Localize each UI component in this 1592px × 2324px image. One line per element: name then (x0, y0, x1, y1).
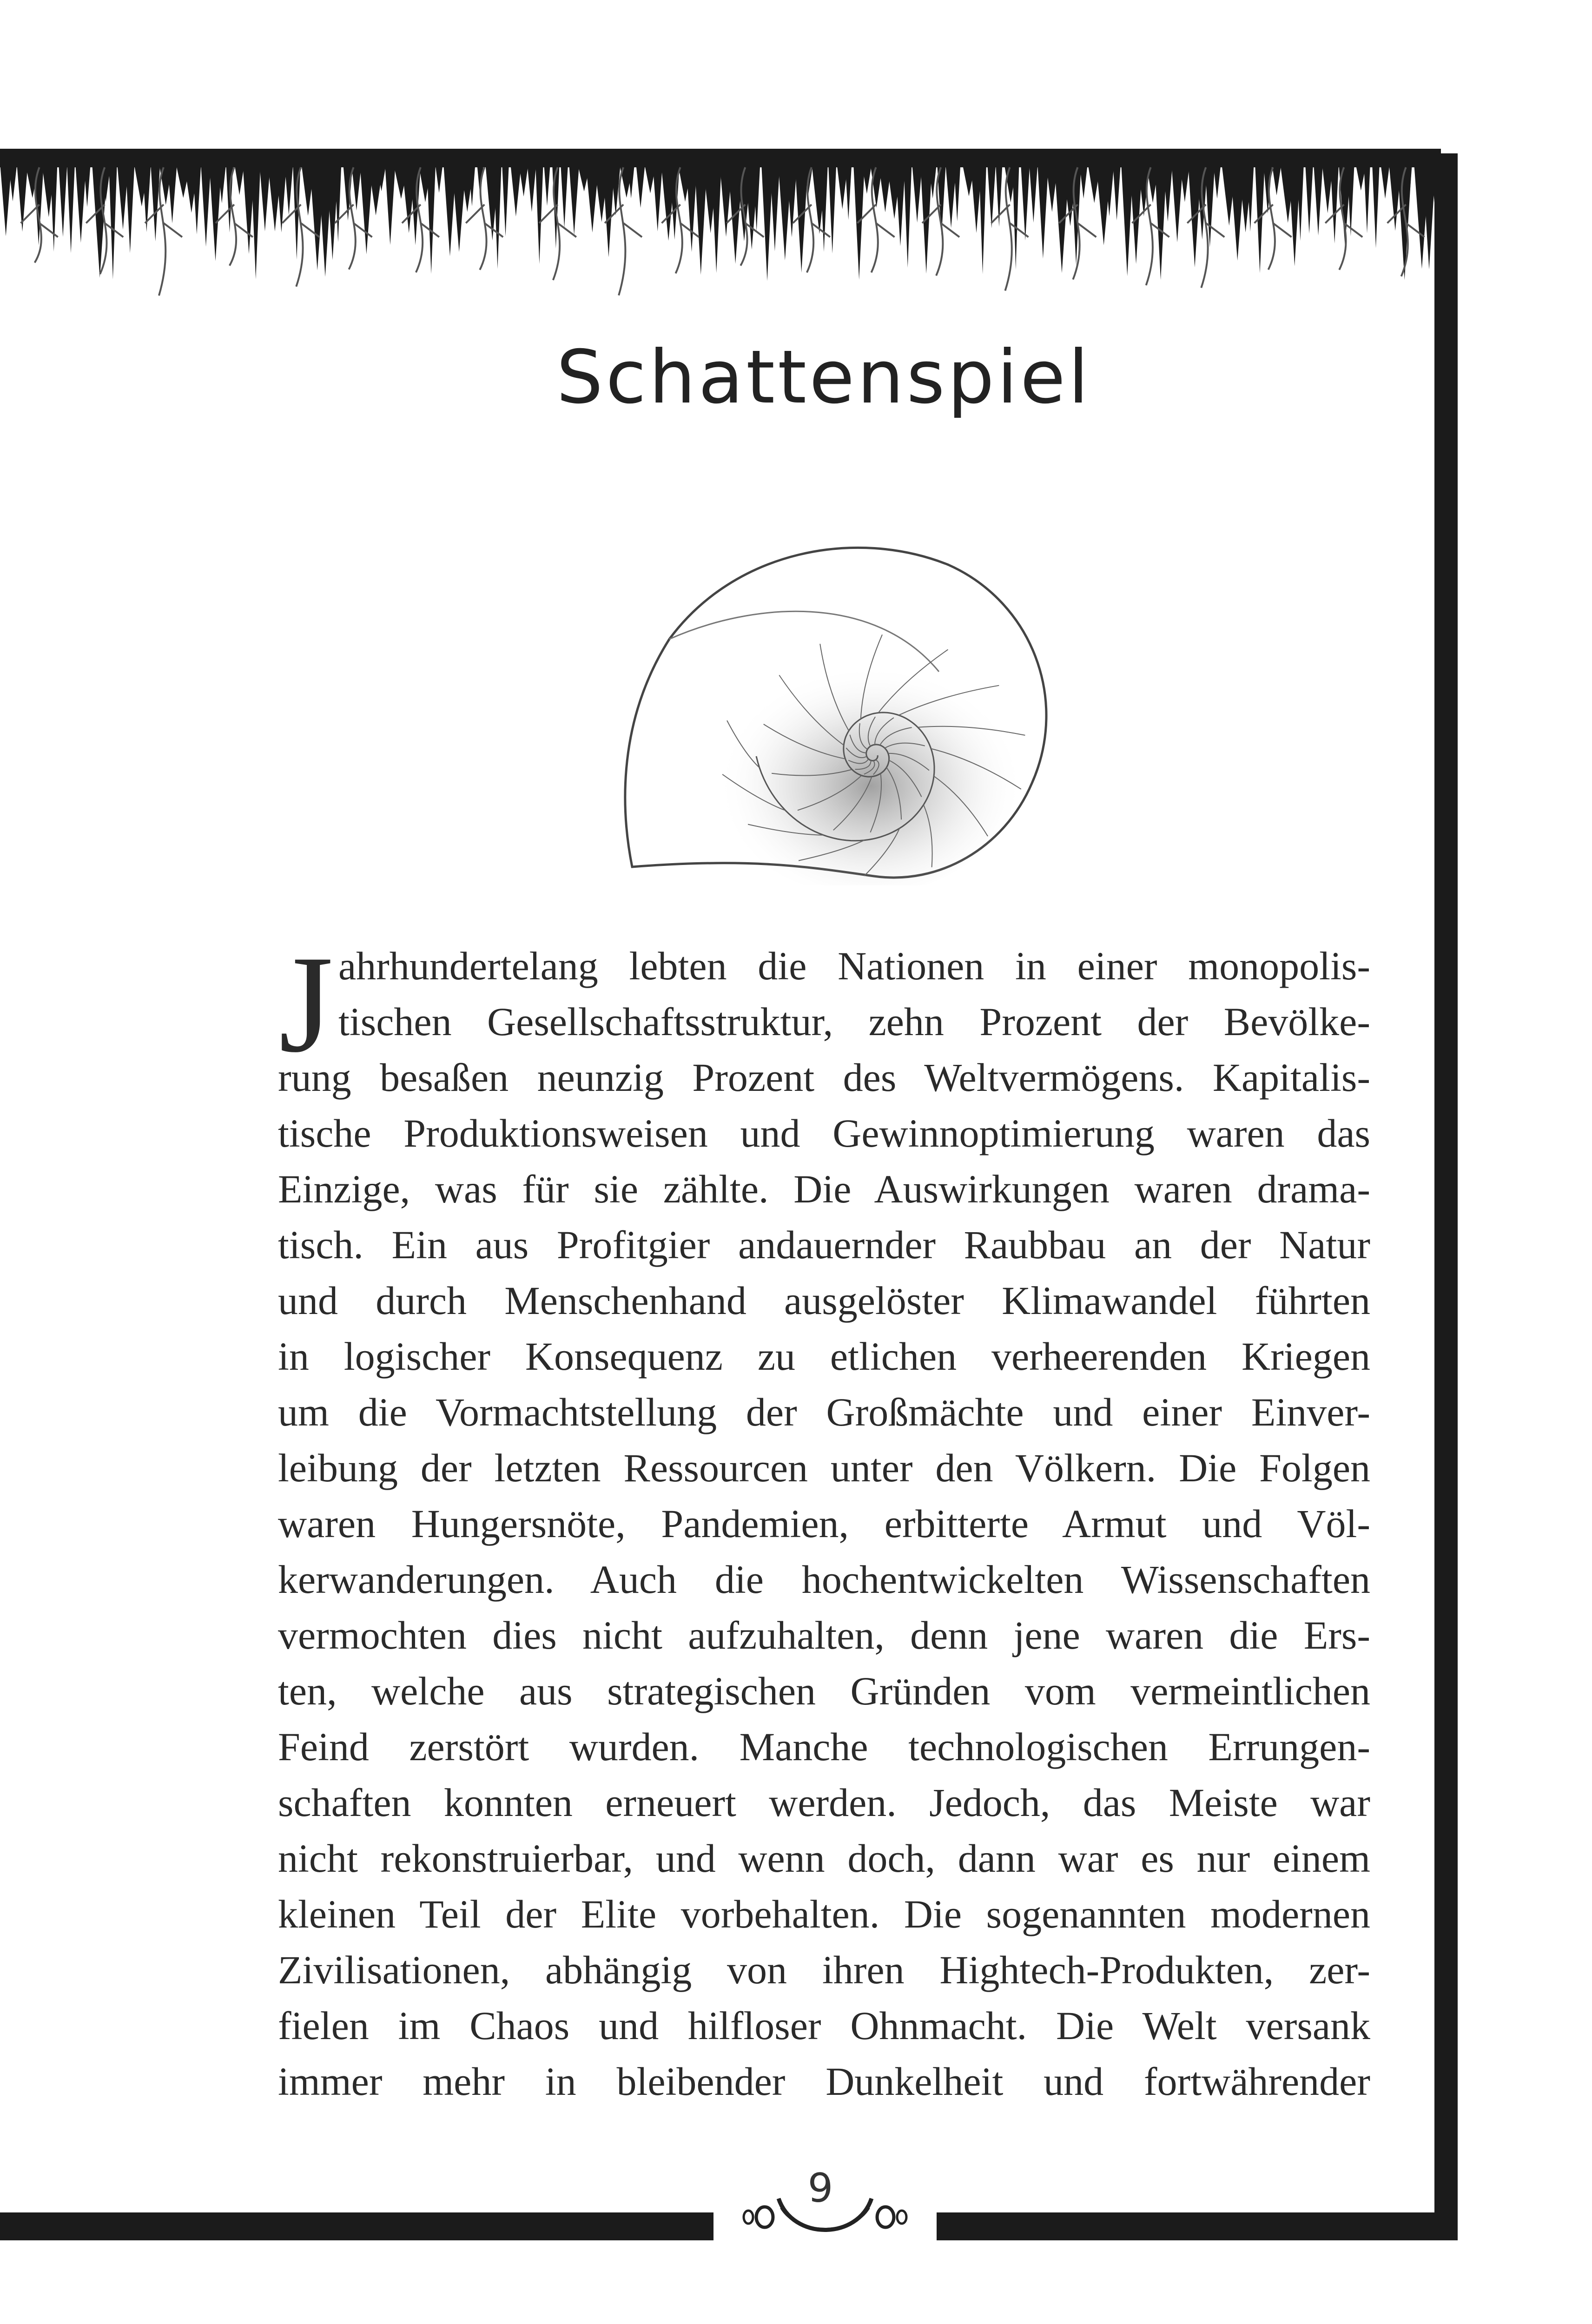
text-line: ten, welche aus strategischen Gründen vom vermeintlichen (278, 1669, 1370, 1713)
text-line: Zivilisationen, abhängig von ihren Hightech-Produkten, zer- (278, 1948, 1370, 1992)
nautilus-shell-icon (614, 532, 1069, 885)
page-number: 9 (807, 2165, 833, 2212)
text-line: waren Hungersnöte, Pandemien, erbitterte Armut und Völ- (278, 1501, 1370, 1546)
page-frame-right (1434, 153, 1458, 2236)
text-line: schaften konnten erneuert werden. Jedoch, das Meiste war (278, 1780, 1370, 1825)
text-line: ahrhundertelang lebten die Nationen in einer monopolis- (338, 944, 1370, 988)
page-frame-bottom-right (937, 2212, 1458, 2240)
text-line: immer mehr in bleibender Dunkelheit und fortwährender (278, 2059, 1370, 2104)
chapter-body (278, 938, 1370, 2109)
text-line: und durch Menschenhand ausgelöster Klimawandel führten (278, 1278, 1370, 1323)
text-line: leibung der letzten Ressourcen unter den Völkern. Die Folgen (278, 1446, 1370, 1490)
text-line: in logischer Konsequenz zu etlichen verheerenden Kriegen (278, 1334, 1370, 1379)
text-line: Feind zerstört wurden. Manche technologischen Errungen- (278, 1724, 1370, 1769)
text-line: Einzige, was für sie zählte. Die Auswirkungen waren drama- (278, 1167, 1370, 1211)
text-line: tische Produktionsweisen und Gewinnoptimierung waren das (278, 1111, 1370, 1155)
text-line: vermochten dies nicht aufzuhalten, denn jene waren die Ers- (278, 1613, 1370, 1657)
text-line: um die Vormachtstellung der Großmächte und einer Einver- (278, 1390, 1370, 1434)
text-line: tisch. Ein aus Profitgier andauernder Raubbau an der Natur (278, 1222, 1370, 1267)
text-line: nicht rekonstruierbar, und wenn doch, dann war es nur einem (278, 1836, 1370, 1881)
forest-silhouette-icon (0, 149, 1441, 307)
text-line: tischen Gesellschaftsstruktur, zehn Prozent der Bevölke- (338, 999, 1370, 1044)
text-line: fielen im Chaos und hilfloser Ohnmacht. Die Welt versank (278, 2003, 1370, 2048)
chapter-title: Schattenspiel (556, 335, 1091, 420)
text-line: kerwanderungen. Auch die hochentwickelten Wissenschaften (278, 1557, 1370, 1602)
page-frame-bottom-left (0, 2212, 713, 2240)
text-line: kleinen Teil der Elite vorbehalten. Die sogenannten modernen (278, 1892, 1370, 1936)
text-line: rung besaßen neunzig Prozent des Weltvermögens. Kapitalis- (278, 1055, 1370, 1100)
drop-cap: J (279, 927, 333, 1081)
